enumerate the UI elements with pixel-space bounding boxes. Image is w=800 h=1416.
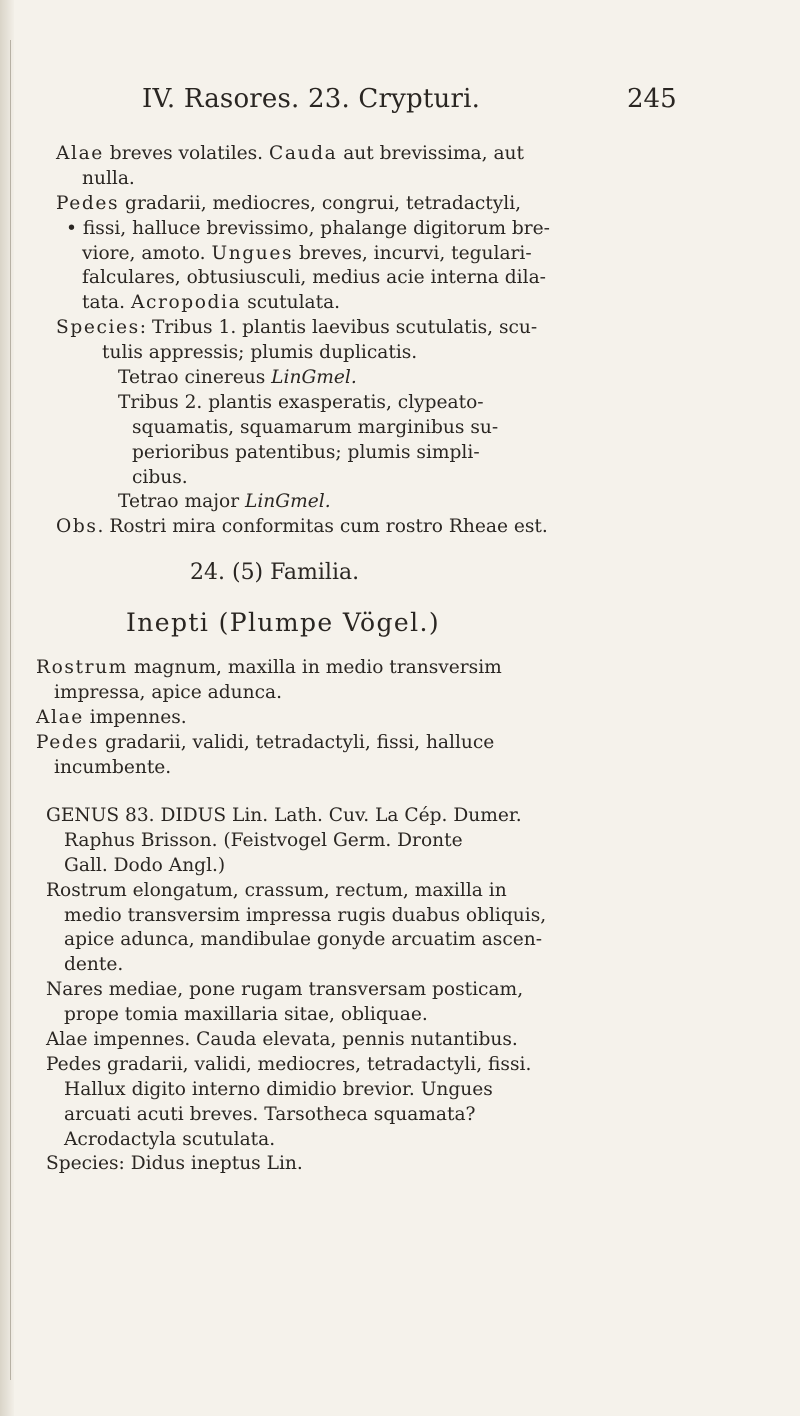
text-line <box>56 341 550 366</box>
inepti-description <box>36 656 502 780</box>
text-run: . Rostri mira conformitas cum rostro Rheae est. <box>97 516 548 538</box>
text-line <box>46 1053 546 1078</box>
text-run: incumbente. <box>54 756 172 778</box>
text-run: • fissi, halluce brevissimo, phalange digitorum bre- <box>66 217 550 239</box>
text-line <box>56 142 550 167</box>
text-run: Acrodactyla scutulata. <box>64 1128 276 1150</box>
keyword: Acropodia <box>130 292 242 314</box>
text-run: Hallux digito interno dimidio brevior. Ungues <box>64 1078 493 1100</box>
familia-name: Inepti (Plumpe Vögel.) <box>126 608 440 637</box>
text-run: aut brevissima, aut <box>337 143 524 164</box>
text-line <box>46 1003 546 1028</box>
keyword: Species <box>56 317 140 339</box>
text-run: gradarii, validi, tetradactyli, fissi, halluce <box>99 731 495 753</box>
text-run: breves, incurvi, tegulari- <box>293 242 532 264</box>
page-number: 245 <box>627 84 677 114</box>
text-line <box>46 1078 546 1103</box>
text-line <box>56 291 550 316</box>
text-line <box>46 804 546 829</box>
text-line <box>36 731 502 756</box>
text-line <box>56 266 550 291</box>
text-run: Alae impennes. Cauda elevata, pennis nutantibus. <box>46 1029 518 1051</box>
text-run: impressa, apice adunca. <box>54 681 282 703</box>
text-run: magnum, maxilla in medio transversim <box>127 657 502 678</box>
text-run: tata. <box>82 292 131 314</box>
didus-genus-description <box>46 804 546 1177</box>
text-run: apice adunca, mandibulae gonyde arcuatim ascen- <box>64 929 542 951</box>
text-run: prope tomia maxillaria sitae, obliquae. <box>64 1004 428 1026</box>
running-head: IV. Rasores. 23. Crypturi. <box>142 84 481 114</box>
text-line <box>56 515 550 540</box>
text-run: nulla. <box>82 167 135 189</box>
text-line <box>46 978 546 1003</box>
text-run: Species: Didus ineptus Lin. <box>46 1153 303 1175</box>
text-run: gradarii, mediocres, congrui, tetradactyli, <box>119 192 522 214</box>
text-run: Pedes gradarii, validi, mediocres, tetradactyli, fissi. <box>46 1053 532 1075</box>
gutter-rule <box>10 40 11 1380</box>
text-run: Rostrum elongatum, crassum, rectum, maxilla in <box>46 879 507 901</box>
text-line <box>56 316 550 341</box>
text-line <box>46 928 546 953</box>
text-line <box>56 441 550 466</box>
text-run: tulis appressis; plumis duplicatis. <box>102 342 418 364</box>
text-line <box>46 829 546 854</box>
keyword: Pedes <box>56 192 120 214</box>
text-run: squamatis, squamarum marginibus su- <box>132 416 499 438</box>
text-line <box>46 1152 546 1177</box>
text-line <box>56 416 550 441</box>
text-line <box>36 656 502 681</box>
text-line <box>46 904 546 929</box>
text-run: viore, amoto. <box>82 242 212 264</box>
text-run: perioribus patentibus; plumis simpli- <box>132 441 480 463</box>
text-run: Raphus Brisson. (Feistvogel Germ. Dronte <box>64 829 463 851</box>
text-run: arcuati acuti breves. Tarsotheca squamata? <box>64 1103 476 1125</box>
text-line <box>56 391 550 416</box>
text-line <box>36 756 502 781</box>
text-line <box>56 217 550 242</box>
text-run: cibus. <box>132 466 188 488</box>
keyword: Ungues <box>211 242 294 264</box>
text-run: Tetrao major <box>118 491 245 513</box>
text-line <box>46 854 546 879</box>
crypturi-description <box>56 142 550 540</box>
keyword: Pedes <box>36 731 100 753</box>
text-line <box>36 706 502 731</box>
text-line <box>46 1028 546 1053</box>
keyword: Obs <box>56 516 98 538</box>
running-header <box>0 84 800 124</box>
text-line <box>46 1128 546 1153</box>
keyword: Alae <box>36 706 84 728</box>
text-line <box>56 242 550 267</box>
text-run: scutulata. <box>241 292 341 314</box>
text-line <box>36 681 502 706</box>
text-run: dente. <box>64 954 124 976</box>
text-run: Tetrao cinereus <box>118 367 272 389</box>
text-line <box>56 366 550 391</box>
text-run: : Tribus 1. plantis laevibus scutulatis, scu- <box>139 317 538 339</box>
keyword: Rostrum <box>36 657 128 678</box>
text-run: breves volatiles. <box>103 143 270 164</box>
familia-heading: 24. (5) Familia. <box>190 560 360 585</box>
text-line <box>46 879 546 904</box>
text-run: Tribus 2. plantis exasperatis, clypeato- <box>118 391 484 413</box>
text-run: falculares, obtusiusculi, medius acie interna dila- <box>82 267 546 289</box>
keyword: Cauda <box>269 143 338 164</box>
text-line <box>46 953 546 978</box>
text-run: Gall. Dodo Angl.) <box>64 854 226 876</box>
page-gutter <box>0 0 14 1416</box>
authority: LinGmel. <box>245 491 331 513</box>
text-run: medio transversim impressa rugis duabus obliquis, <box>64 904 547 926</box>
text-run: impennes. <box>83 706 187 728</box>
text-line <box>56 466 550 491</box>
text-line <box>46 1103 546 1128</box>
text-line <box>56 490 550 515</box>
text-line <box>56 192 550 217</box>
keyword: Alae <box>56 143 104 164</box>
text-run: Nares mediae, pone rugam transversam posticam, <box>46 979 524 1001</box>
authority: LinGmel. <box>271 367 357 389</box>
text-run: GENUS 83. DIDUS Lin. Lath. Cuv. La Cép. Dumer. <box>46 805 522 826</box>
text-line <box>56 167 550 192</box>
